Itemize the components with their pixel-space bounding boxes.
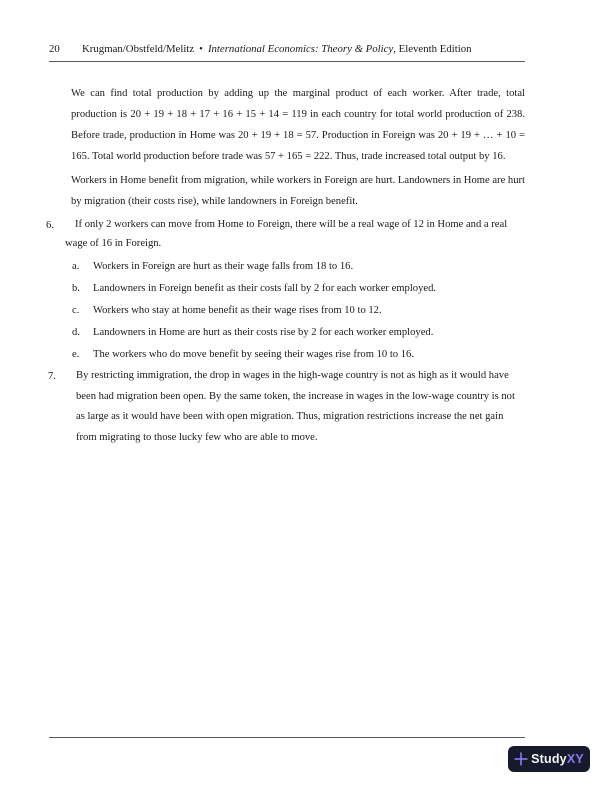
brand-name: [531, 752, 584, 766]
subitem-label: e.: [72, 349, 80, 360]
page-header: [49, 43, 525, 55]
header-edition: , Eleventh Edition: [393, 43, 472, 55]
paragraph-total-production: We can find total production by adding up the marginal product of each worker. After trade, total production is 20 + 19 + 18 + 17 + 16 + 15 + 14 = 119 in each country for total world production of 238. Before trade, production in Home was 20 + 19 + 18 = 57. Production in Foreign was 20 + 19 + … + 10 = 165. Total world production before trade was 57 + 165 = 222. Thus, trade increased total output by 16.: [71, 88, 525, 162]
subitem-label: c.: [72, 305, 80, 316]
brand-name-accent: XY: [566, 752, 584, 766]
item-number: 6.: [46, 220, 54, 231]
plus-icon: [514, 752, 528, 766]
header-rule: [49, 61, 525, 62]
list-item: [49, 322, 525, 343]
list-item: [49, 256, 525, 277]
item-number: 7.: [48, 371, 56, 382]
list-item: [49, 344, 525, 365]
subitem-text: The workers who do move benefit by seeing their wages rise from 10 to 16.: [93, 349, 414, 360]
subitem-label: a.: [72, 261, 80, 272]
brand-name-primary: Study: [531, 752, 567, 766]
header-book-title: International Economics: Theory & Policy: [207, 43, 394, 55]
subitem-text: Workers in Foreign are hurt as their wage falls from 18 to 16.: [93, 261, 354, 272]
list-item: [49, 278, 525, 299]
list-item: [49, 300, 525, 321]
footer-rule: [49, 737, 525, 738]
subitem-text: Landowners in Foreign benefit as their costs fall by 2 for each worker employed.: [93, 283, 437, 294]
subitem-text: Landowners in Home are hurt as their costs rise by 2 for each worker employed.: [93, 327, 434, 338]
subitem-list: [49, 256, 525, 365]
paragraph-migration-effects: Workers in Home benefit from migration, while workers in Foreign are hurt. Landowners in Home are hurt by migration (their costs rise), while landowners in Foreign benefit.: [71, 175, 525, 207]
subitem-text: Workers who stay at home benefit as their wage rises from 10 to 12.: [93, 305, 382, 316]
item-text: If only 2 workers can move from Home to Foreign, there will be a real wage of 12 in Home and a real wage of 16 in Foreign.: [65, 219, 508, 249]
item-text: By restricting immigration, the drop in wages in the high-wage country is not as high as it would have been had migration been open. By the same token, the increase in wages in the low-wage country is not as large as it would have been with open migration. Thus, migration restrictions increase the net gain from migrating to those lucky few who are able to move.: [76, 370, 515, 443]
page-content: [46, 83, 525, 448]
subitem-label: b.: [72, 283, 80, 294]
header-authors: Krugman/Obstfeld/Melitz: [82, 43, 195, 55]
bullet-separator-icon: •: [199, 43, 203, 55]
studyxy-logo-badge[interactable]: [508, 746, 590, 772]
page-number: 20: [49, 43, 60, 55]
numbered-item-6: [46, 215, 525, 365]
subitem-label: d.: [72, 327, 80, 338]
numbered-item-7: [49, 366, 525, 448]
